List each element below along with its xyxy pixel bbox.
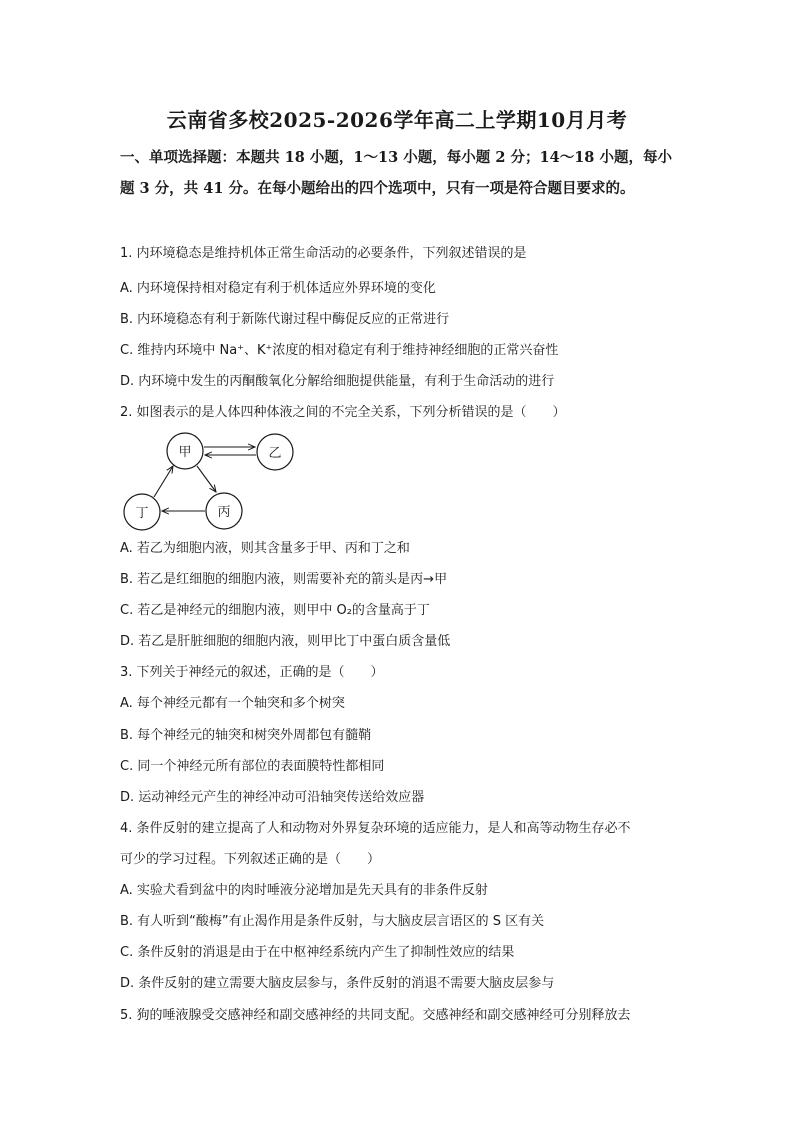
arrow-jia-to-bing <box>197 466 216 492</box>
question-1-option-d: D. 内环境中发生的丙酮酸氧化分解给细胞提供能量，有利于生命活动的进行 <box>120 374 555 389</box>
arrow-ding-to-jia <box>154 466 173 497</box>
question-5-stem-line-1: 5. 狗的唾液腺受交感神经和副交感神经的共同支配。交感神经和副交感神经可分别释放去 <box>120 1008 631 1023</box>
question-2-option-d: D. 若乙是肝脏细胞的细胞内液，则甲比丁中蛋白质含量低 <box>120 634 451 649</box>
question-3-stem: 3. 下列关于神经元的叙述，正确的是（ ） <box>120 665 384 680</box>
question-1-option-b: B. 内环境稳态有利于新陈代谢过程中酶促反应的正常进行 <box>120 312 450 327</box>
question-2-option-c: C. 若乙是神经元的细胞内液，则甲中 O₂的含量高于丁 <box>120 603 430 618</box>
question-4-stem-line-1: 4. 条件反射的建立提高了人和动物对外界复杂环境的适应能力，是人和高等动物生存必不 <box>120 821 631 836</box>
node-bing-label: 丙 <box>217 505 231 520</box>
node-yi-label: 乙 <box>268 446 282 461</box>
page-title: 云南省多校2025-2026学年高二上学期10月月考 <box>166 108 628 132</box>
question-2-option-a: A. 若乙为细胞内液，则其含量多于甲、丙和丁之和 <box>120 541 410 556</box>
node-jia-label: 甲 <box>178 445 192 460</box>
question-4-option-a: A. 实验犬看到盆中的肉时唾液分泌增加是先天具有的非条件反射 <box>120 883 488 898</box>
question-3-option-c: C. 同一个神经元所有部位的表面膜特性都相同 <box>120 759 385 774</box>
question-2-option-b: B. 若乙是红细胞的细胞内液，则需要补充的箭头是丙→甲 <box>120 572 448 587</box>
question-1-option-c: C. 维持内环境中 Na⁺、K⁺浓度的相对稳定有利于维持神经细胞的正常兴奋性 <box>120 343 559 358</box>
question-4-option-c: C. 条件反射的消退是由于在中枢神经系统内产生了抑制性效应的结果 <box>120 945 515 960</box>
section-instructions: 一、单项选择题：本题共 18 小题，1～13 小题，每小题 2 分；14～18 小题，每小题 3 分，共 41 分。在每小题给出的四个选项中，只有一项是符合题目要求的。 <box>120 149 672 197</box>
question-4-option-d: D. 条件反射的建立需要大脑皮层参与，条件反射的消退不需要大脑皮层参与 <box>120 976 555 991</box>
question-3-option-a: A. 每个神经元都有一个轴突和多个树突 <box>120 696 345 711</box>
question-3-option-d: D. 运动神经元产生的神经冲动可沿轴突传送给效应器 <box>120 790 425 805</box>
body-fluid-diagram <box>118 428 298 532</box>
question-4-stem-line-2: 可少的学习过程。下列叙述正确的是（ ） <box>120 852 381 867</box>
node-ding-label: 丁 <box>135 506 149 521</box>
question-4-option-b: B. 有人听到“酸梅”有止渴作用是条件反射，与大脑皮层言语区的 S 区有关 <box>120 914 545 929</box>
question-2-stem: 2. 如图表示的是人体四种体液之间的不完全关系，下列分析错误的是（ ） <box>120 405 566 420</box>
question-1-stem: 1. 内环境稳态是维持机体正常生命活动的必要条件，下列叙述错误的是 <box>120 246 527 261</box>
question-1-option-a: A. 内环境保持相对稳定有利于机体适应外界环境的变化 <box>120 281 436 296</box>
question-3-option-b: B. 每个神经元的轴突和树突外周都包有髓鞘 <box>120 728 372 743</box>
